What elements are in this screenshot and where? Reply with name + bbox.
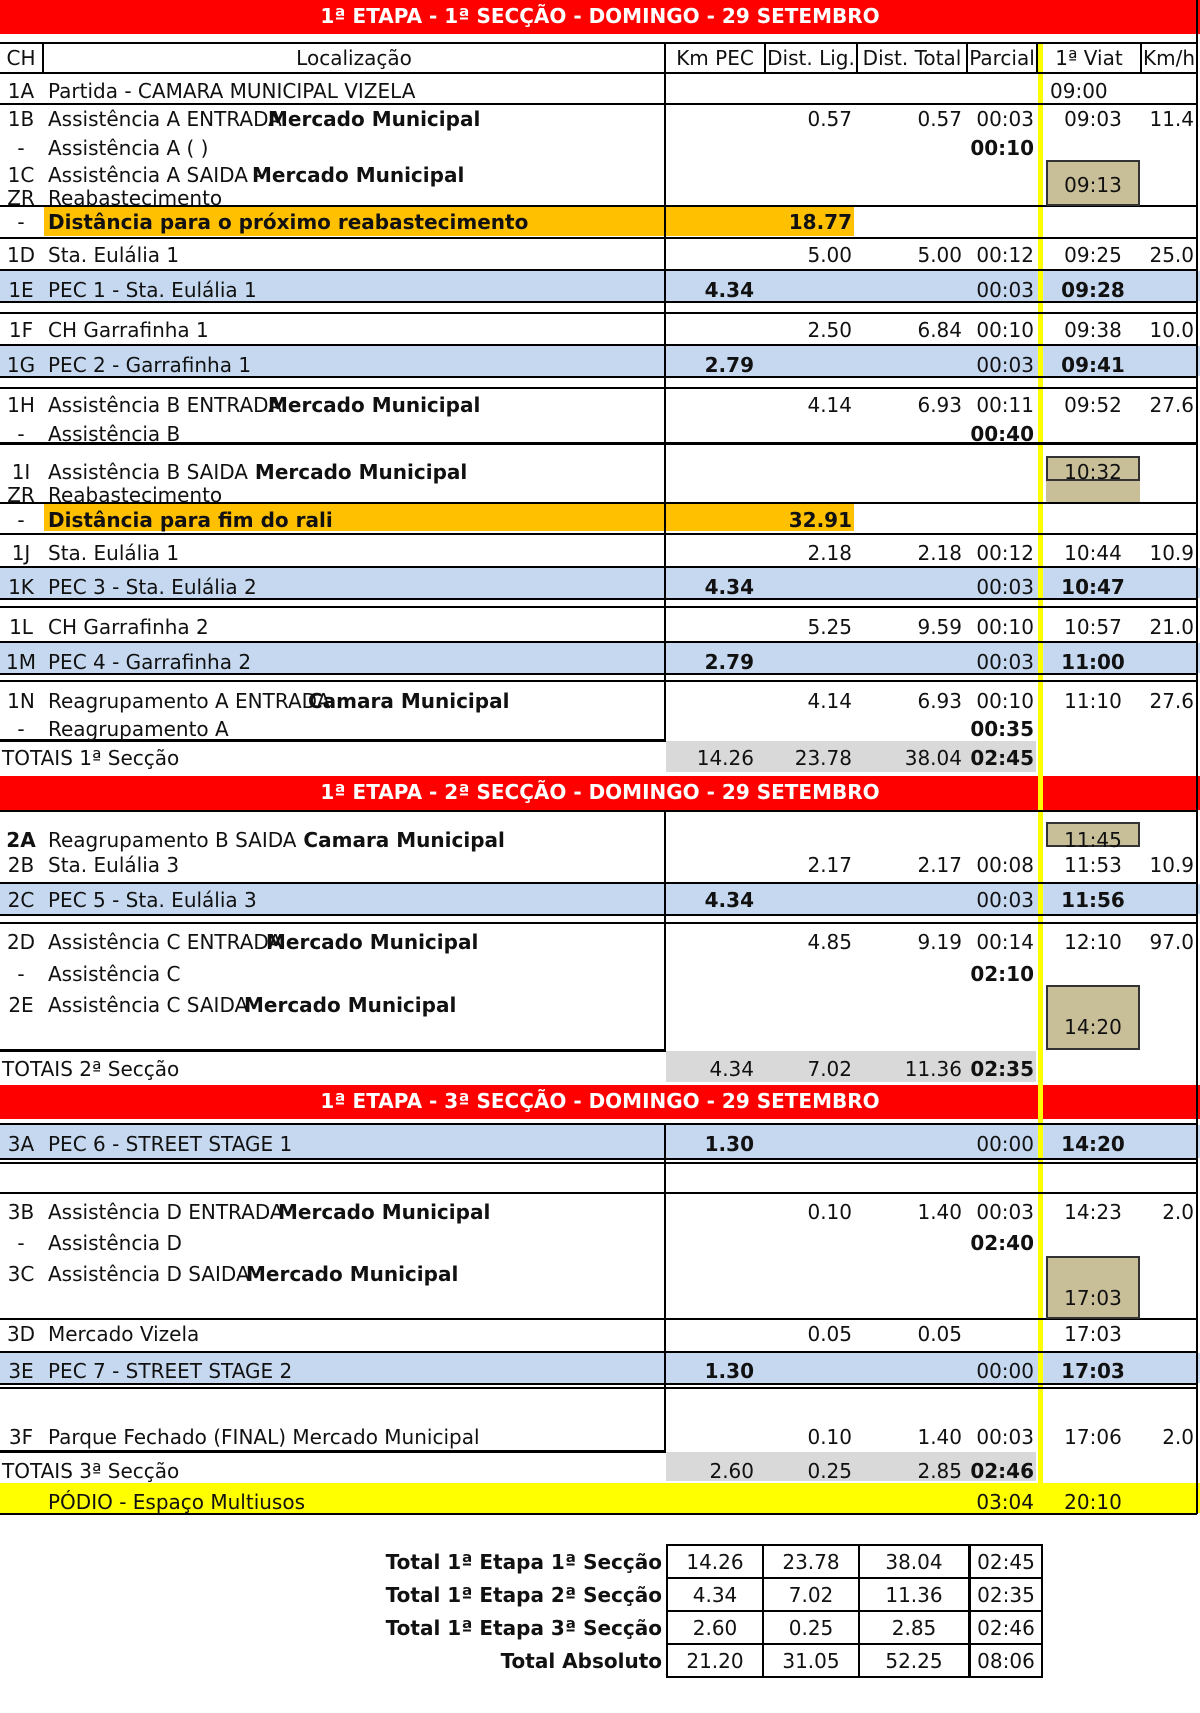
location-label: Assistência A ENTRADA [48, 107, 282, 131]
parcial-value: 02:10 [970, 962, 1034, 986]
ch-code: - [17, 136, 25, 160]
first-car-time: 14:23 [1064, 1200, 1122, 1224]
first-car-time: 12:10 [1064, 930, 1122, 954]
summary-label: Total 1ª Etapa 3ª Secção [385, 1615, 662, 1640]
first-car-time: 10:57 [1064, 615, 1122, 639]
ch-code: 1F [8, 318, 34, 342]
first-car-time: 09:03 [1064, 107, 1122, 131]
dist-lig-value: 5.25 [807, 615, 852, 639]
summary-row [380, 1578, 1042, 1611]
summary-value: 14.26 [667, 1545, 763, 1578]
ch-code: 1J [11, 541, 31, 565]
first-car-time: 17:06 [1064, 1425, 1122, 1449]
dist-lig-value: 0.10 [807, 1200, 852, 1224]
ch-code: 1G [6, 353, 36, 377]
parcial-value: 00:03 [976, 1425, 1034, 1449]
summary-value: 38.04 [859, 1545, 970, 1578]
dist-lig-value: 0.10 [807, 1425, 852, 1449]
location-place: Camara Municipal [296, 828, 505, 852]
first-car-time: 09:28 [1061, 278, 1125, 302]
ch-code: - [17, 210, 25, 234]
parcial-value: 00:40 [970, 422, 1034, 446]
location-label: PEC 5 - Sta. Eulália 3 [48, 888, 257, 912]
first-car-time: 17:03 [1064, 1286, 1122, 1310]
parcial-value: 00:03 [976, 278, 1034, 302]
location-place: Mercado Municipal [268, 393, 481, 417]
time-box-fill [1046, 481, 1140, 502]
parcial-value: 00:10 [976, 615, 1034, 639]
location-place: Mercado Municipal [278, 1200, 491, 1224]
summary-value: 4.34 [667, 1578, 763, 1611]
dist-lig-value: 0.57 [807, 107, 852, 131]
km-pec-value: 2.79 [704, 353, 754, 377]
ch-code: ZR [7, 483, 35, 507]
summary-row [380, 1611, 1042, 1644]
location-label: Sta. Eulália 1 [48, 541, 180, 565]
ch-code: 3D [6, 1322, 36, 1346]
kmh-value: 2.0 [1162, 1200, 1194, 1224]
ch-code: 2E [8, 993, 34, 1017]
parcial-value: 02:40 [970, 1231, 1034, 1255]
ch-code: 1I [11, 460, 31, 484]
parcial-value: 00:03 [976, 1200, 1034, 1224]
km-pec-value: 4.34 [704, 888, 754, 912]
location-place: Mercado Municipal [247, 460, 468, 484]
first-car-time: 09:41 [1061, 353, 1125, 377]
first-car-time: 11:10 [1064, 689, 1122, 713]
ch-code: - [17, 717, 25, 741]
km-pec-value: 2.79 [704, 650, 754, 674]
ch-code: 2D [6, 930, 36, 954]
parcial-value: 02:46 [970, 1459, 1034, 1483]
dist-lig-value: 2.17 [807, 853, 852, 877]
summary-value: 08:06 [970, 1644, 1043, 1677]
summary-value: 02:46 [970, 1611, 1043, 1644]
col-header-viat: 1ª Viat [1055, 46, 1123, 70]
ch-code: 3B [7, 1200, 35, 1224]
parcial-value: 00:14 [976, 930, 1034, 954]
location-label: Assistência A ( ) [48, 136, 209, 160]
location-place: Mercado Municipal [266, 930, 479, 954]
location-label: Assistência D SAIDA [48, 1262, 250, 1286]
location-place: Mercado Municipal [268, 107, 481, 131]
summary-value: 11.36 [859, 1578, 970, 1611]
first-car-time: 09:25 [1064, 243, 1122, 267]
location-label: CH Garrafinha 2 [48, 615, 209, 639]
parcial-value: 02:35 [970, 1057, 1034, 1081]
location-place: Camara Municipal [308, 689, 510, 713]
summary-value: 2.85 [859, 1611, 970, 1644]
dist-total-value: 6.93 [917, 689, 962, 713]
summary-value: 21.20 [667, 1644, 763, 1677]
ch-code: 3F [8, 1425, 34, 1449]
kmh-value: 11.4 [1149, 107, 1194, 131]
dist-total-value: 9.59 [917, 615, 962, 639]
summary-value: 23.78 [763, 1545, 859, 1578]
dist-lig-value: 23.78 [794, 746, 852, 770]
first-car-time: 09:13 [1064, 173, 1122, 197]
location-label: Reabastecimento [48, 186, 223, 210]
ch-code: 2C [7, 888, 35, 912]
parcial-value: 00:03 [976, 575, 1034, 599]
parcial-value: 00:10 [976, 318, 1034, 342]
location-label: Assistência A SAIDA - [48, 163, 262, 187]
kmh-value: 10.0 [1149, 318, 1194, 342]
section-title: 1ª ETAPA - 3ª SECÇÃO - DOMINGO - 29 SETEMBRO [320, 1089, 880, 1113]
summary-value: 0.25 [763, 1611, 859, 1644]
location-label: Assistência D [48, 1231, 182, 1255]
ch-code: 2B [7, 853, 35, 877]
location-label: Assistência B ENTRADA [48, 393, 282, 417]
ch-code: - [17, 508, 25, 532]
summary-value: 52.25 [859, 1644, 970, 1677]
location-label: Reagrupamento B SAIDA Camara Municipal [48, 828, 505, 852]
dist-lig-value: 5.00 [807, 243, 852, 267]
dist-total-value: 9.19 [917, 930, 962, 954]
dist-lig-value: 0.25 [807, 1459, 852, 1483]
location-label: PEC 3 - Sta. Eulália 2 [48, 575, 257, 599]
dist-total-value: 38.04 [904, 746, 962, 770]
ch-code: 1M [6, 650, 36, 674]
location-place: Mercado Municipal [252, 163, 465, 187]
summary-value: 2.60 [667, 1611, 763, 1644]
summary-value: 02:35 [970, 1578, 1043, 1611]
km-pec-value: 2.60 [709, 1459, 754, 1483]
col-header-ch: CH [6, 46, 36, 70]
summary-row [380, 1644, 1042, 1677]
dist-total-value: 0.57 [917, 107, 962, 131]
col-header-kmpec: Km PEC [676, 46, 754, 70]
location-label: Assistência C ENTRADA [48, 930, 283, 954]
parcial-value: 00:12 [976, 541, 1034, 565]
dist-total-value: 2.85 [917, 1459, 962, 1483]
parcial-value: 02:45 [970, 746, 1034, 770]
kmh-value: 27.6 [1149, 689, 1194, 713]
kmh-value: 2.0 [1162, 1425, 1194, 1449]
location-label: PEC 1 - Sta. Eulália 1 [48, 278, 257, 302]
dist-lig-value: 4.14 [807, 689, 852, 713]
summary-label: Total 1ª Etapa 1ª Secção [385, 1549, 662, 1574]
ch-code: 1A [7, 79, 35, 103]
location-label: PEC 2 - Garrafinha 1 [48, 353, 252, 377]
dist-total-value: 6.93 [917, 393, 962, 417]
first-car-time: 09:52 [1064, 393, 1122, 417]
kmh-value: 21.0 [1149, 615, 1194, 639]
location-label: Sta. Eulália 3 [48, 853, 180, 877]
ch-code: 3A [7, 1132, 35, 1156]
location-label: Assistência D ENTRADA [48, 1200, 284, 1224]
location-label: Parque Fechado (FINAL) Mercado Municipal [48, 1425, 480, 1449]
summary-value: 7.02 [763, 1578, 859, 1611]
dist-lig-value: 4.85 [807, 930, 852, 954]
first-car-time: 20:10 [1064, 1490, 1122, 1514]
ch-code: 1C [7, 163, 35, 187]
parcial-value: 00:03 [976, 107, 1034, 131]
kmh-value: 97.0 [1149, 930, 1194, 954]
location-label: TOTAIS 1ª Secção [2, 746, 180, 770]
kmh-value: 10.9 [1149, 853, 1194, 877]
first-car-time: 11:56 [1061, 888, 1125, 912]
dist-total-value: 11.36 [904, 1057, 962, 1081]
parcial-value: 00:03 [976, 650, 1034, 674]
parcial-value: 00:00 [976, 1132, 1034, 1156]
ch-code: 1B [7, 107, 35, 131]
location-label: Distância para o próximo reabastecimento [48, 210, 529, 234]
parcial-value: 00:11 [976, 393, 1034, 417]
km-pec-value: 1.30 [704, 1132, 754, 1156]
location-label: Reagrupamento A ENTRADA [48, 689, 331, 713]
first-car-time: 10:47 [1061, 575, 1125, 599]
kmh-value: 27.6 [1149, 393, 1194, 417]
location-label: Assistência B [48, 422, 181, 446]
summary-label: Total Absoluto [500, 1648, 662, 1673]
location-label: TOTAIS 3ª Secção [2, 1459, 180, 1483]
first-car-time: 14:20 [1064, 1015, 1122, 1039]
km-pec-value: 14.26 [696, 746, 754, 770]
ch-code: ZR [7, 186, 35, 210]
parcial-value: 00:03 [976, 353, 1034, 377]
location-label: Reagrupamento A [48, 717, 229, 741]
location-label: Sta. Eulália 1 [48, 243, 180, 267]
parcial-value: 00:12 [976, 243, 1034, 267]
location-label: Partida - CAMARA MUNICIPAL VIZELA [48, 79, 416, 103]
summary-value: 31.05 [763, 1644, 859, 1677]
col-header-location: Localização [296, 46, 412, 70]
km-pec-value: 4.34 [704, 278, 754, 302]
dist-total-value: 1.40 [917, 1200, 962, 1224]
first-car-time: 11:00 [1061, 650, 1125, 674]
summary-label: Total 1ª Etapa 2ª Secção [385, 1582, 662, 1607]
col-header-distlig: Dist. Lig. [767, 46, 855, 70]
section-title: 1ª ETAPA - 1ª SECÇÃO - DOMINGO - 29 SETEMBRO [320, 4, 880, 28]
first-car-time: 17:03 [1061, 1359, 1125, 1383]
first-car-time: 17:03 [1064, 1322, 1122, 1346]
parcial-value: 00:08 [976, 853, 1034, 877]
ch-code: 1L [9, 615, 33, 639]
ch-code: 3E [8, 1359, 34, 1383]
dist-lig-value: 32.91 [788, 508, 852, 532]
location-label: PÓDIO - Espaço Multiusos [48, 1490, 306, 1514]
location-label: CH Garrafinha 1 [48, 318, 209, 342]
location-label: Reabastecimento [48, 483, 223, 507]
ch-code: 3C [7, 1262, 35, 1286]
dist-lig-value: 18.77 [788, 210, 852, 234]
kmh-value: 25.0 [1149, 243, 1194, 267]
ch-code: 1D [6, 243, 36, 267]
ch-code: 2A [6, 828, 36, 852]
summary-value: 02:45 [970, 1545, 1043, 1578]
location-label: Distância para fim do rali [48, 508, 333, 532]
first-car-time: 09:38 [1064, 318, 1122, 342]
km-pec-value: 4.34 [709, 1057, 754, 1081]
ch-code: 1N [7, 689, 35, 713]
location-label: Mercado Vizela [48, 1322, 200, 1346]
location-label: TOTAIS 2ª Secção [2, 1057, 180, 1081]
first-car-time: 11:45 [1064, 828, 1122, 852]
dist-lig-value: 4.14 [807, 393, 852, 417]
ch-code: - [17, 422, 25, 446]
parcial-value: 03:04 [976, 1490, 1034, 1514]
parcial-value: 00:03 [976, 888, 1034, 912]
yellow-divider [1038, 44, 1043, 1483]
km-pec-value: 4.34 [704, 575, 754, 599]
dist-total-value: 0.05 [917, 1322, 962, 1346]
summary-row [380, 1545, 1042, 1578]
dist-total-value: 5.00 [917, 243, 962, 267]
location-label: Assistência C [48, 962, 181, 986]
dist-total-value: 2.18 [917, 541, 962, 565]
parcial-value: 00:35 [970, 717, 1034, 741]
dist-lig-value: 0.05 [807, 1322, 852, 1346]
dist-lig-value: 7.02 [807, 1057, 852, 1081]
ch-code: 1E [8, 278, 34, 302]
location-place: Mercado Municipal [244, 993, 457, 1017]
first-car-time: 09:00 [1050, 79, 1108, 103]
parcial-value: 00:10 [976, 689, 1034, 713]
first-car-time: 11:53 [1064, 853, 1122, 877]
col-header-kmh: Km/h [1142, 46, 1195, 70]
location-label: PEC 7 - STREET STAGE 2 [48, 1359, 293, 1383]
dist-total-value: 2.17 [917, 853, 962, 877]
location-place: Mercado Municipal [246, 1262, 459, 1286]
dist-lig-value: 2.18 [807, 541, 852, 565]
dist-total-value: 1.40 [917, 1425, 962, 1449]
first-car-time: 10:32 [1064, 460, 1122, 484]
col-header-parcial: Parcial [969, 46, 1035, 70]
ch-code: 1K [8, 575, 34, 599]
parcial-value: 00:10 [970, 136, 1034, 160]
first-car-time: 14:20 [1061, 1132, 1125, 1156]
kmh-value: 10.9 [1149, 541, 1194, 565]
col-header-disttotal: Dist. Total [862, 46, 962, 70]
ch-code: - [17, 962, 25, 986]
dist-lig-value: 2.50 [807, 318, 852, 342]
ch-code: - [17, 1231, 25, 1255]
location-label: PEC 6 - STREET STAGE 1 [48, 1132, 293, 1156]
dist-total-value: 6.84 [917, 318, 962, 342]
section-title: 1ª ETAPA - 2ª SECÇÃO - DOMINGO - 29 SETEMBRO [320, 780, 880, 804]
parcial-value: 00:00 [976, 1359, 1034, 1383]
location-label: Assistência C SAIDA [48, 993, 249, 1017]
ch-code: 1H [7, 393, 35, 417]
first-car-time: 10:44 [1064, 541, 1122, 565]
location-label: PEC 4 - Garrafinha 2 [48, 650, 252, 674]
km-pec-value: 1.30 [704, 1359, 754, 1383]
location-label: Assistência B SAIDA Mercado Municipal [48, 460, 468, 484]
